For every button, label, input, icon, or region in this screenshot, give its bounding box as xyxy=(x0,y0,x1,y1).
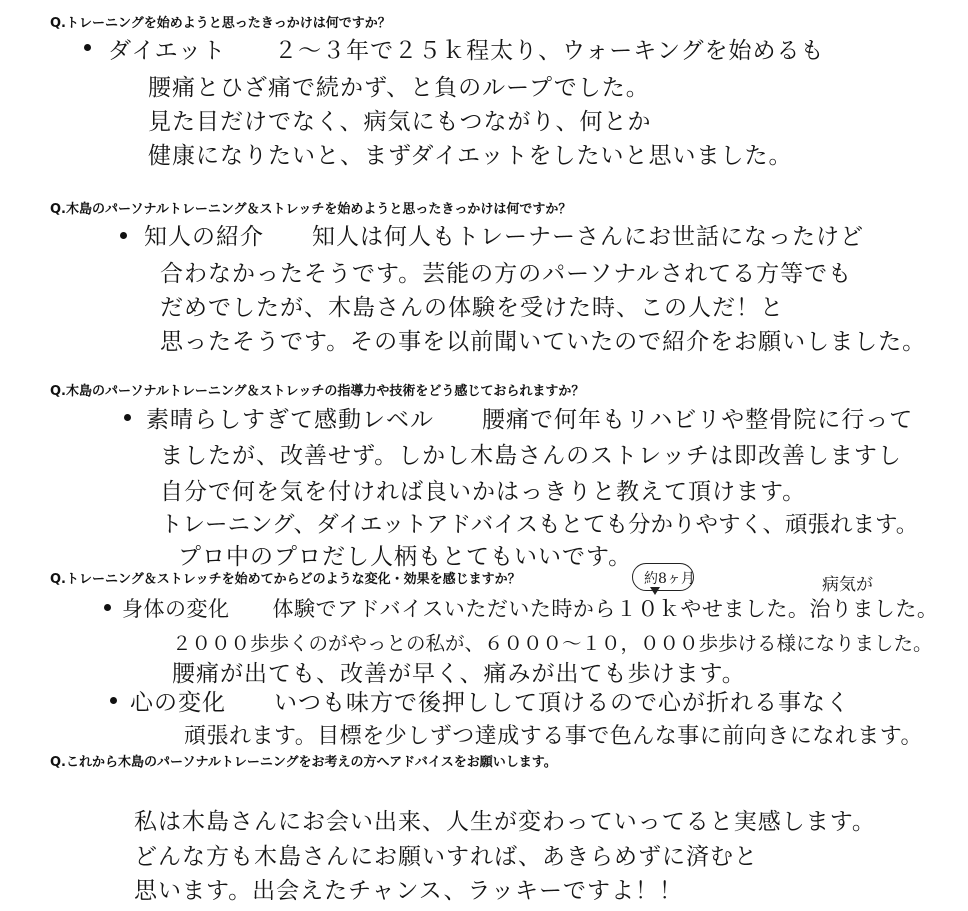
side-note: 病気が xyxy=(822,575,873,595)
answer-4-line-3: 腰痛が出ても、改善が早く、痛みが出ても歩けます。 xyxy=(172,661,746,687)
bullet-1 xyxy=(84,44,91,51)
answer-3-line-5: プロ中のプロだし人柄もとてもいいです。 xyxy=(178,544,633,570)
answer-3-line-3: 自分で何を気を付ければ良いかはっきりと教えて頂けます。 xyxy=(160,479,807,505)
bullet-3 xyxy=(124,414,131,421)
answer-1-line-4: 健康になりたいと、まずダイエットをしたいと思いました。 xyxy=(148,143,793,169)
question-4: Q.トレーニング＆ストレッチを始めてからどのような変化・効果を感じますか？ xyxy=(50,572,521,587)
answer-4-line-1: 身体の変化 体験でアドバイスいただいた時から１０ｋやせました。治りました。 xyxy=(122,597,939,621)
note-bubble-text: 約8ヶ月 xyxy=(644,571,695,587)
answer-3-line-2: ましたが、改善せず。しかし木島さんのストレッチは即改善しますし xyxy=(160,443,902,469)
question-2: Q.木島のパーソナルトレーニング＆ストレッチを始めようと思ったきっかけは何ですか？ xyxy=(50,202,572,217)
bullet-5 xyxy=(110,697,117,704)
answer-1-line-3: 見た目だけでなく、病気にもつながり、何とか xyxy=(148,109,652,135)
answer-2-line-2: 合わなかったそうです。芸能の方のパーソナルされてる方等でも xyxy=(160,261,853,287)
answer-3-line-1: 素晴らしすぎて感動レベル 腰痛で何年もリハビリや整骨院に行って xyxy=(146,407,914,433)
answer-5-line-1: 私は木島さんにお会い出来、人生が変わっていってると実感します。 xyxy=(134,809,876,835)
answer-2-line-3: だめでしたが、木島さんの体験を受けた時、この人だ！と xyxy=(160,295,784,321)
answer-4-line-2: ２０００歩歩くのがやっとの私が、６０００～１０，０００歩歩ける様になりました。 xyxy=(172,632,933,655)
answer-1-line-1: ダイエット ２～３年で２５ｋ程太り、ウォーキングを始めるも xyxy=(108,38,825,64)
answer-4-mind-line-2: 頑張れます。目標を少しずつ達成する事で色んな事に前向きになれます。 xyxy=(184,724,923,749)
question-1: Q.トレーニングを始めようと思ったきっかけは何ですか？ xyxy=(50,16,391,31)
answer-2-line-1: 知人の紹介 知人は何人もトレーナーさんにお世話になったけど xyxy=(144,224,864,250)
answer-3-line-4: トレーニング、ダイエットアドバイスもとても分かりやすく、頑張れます。 xyxy=(160,512,919,538)
bullet-2 xyxy=(120,232,127,239)
answer-5-line-3: 思います。出会えたチャンス、ラッキーですよ！！ xyxy=(134,878,684,904)
answer-4-mind-line-1: 心の変化 いつも味方で後押しして頂けるので心が折れる事なく xyxy=(130,690,850,716)
answer-5-line-2: どんな方も木島さんにお願いすれば、あきらめずに済むと xyxy=(134,844,758,870)
bullet-4 xyxy=(104,604,111,611)
answer-2-line-4: 思ったそうです。その事を以前聞いていたので紹介をお願いしました。 xyxy=(160,329,927,355)
question-5: Q.これから木島のパーソナルトレーニングをお考えの方へアドバイスをお願いします。 xyxy=(50,755,557,770)
answer-1-line-2: 腰痛とひざ痛で続かず、と負のループでした。 xyxy=(148,75,650,101)
question-3: Q.木島のパーソナルトレーニング＆ストレッチの指導力や技術をどう感じておられますか？ xyxy=(50,384,585,399)
